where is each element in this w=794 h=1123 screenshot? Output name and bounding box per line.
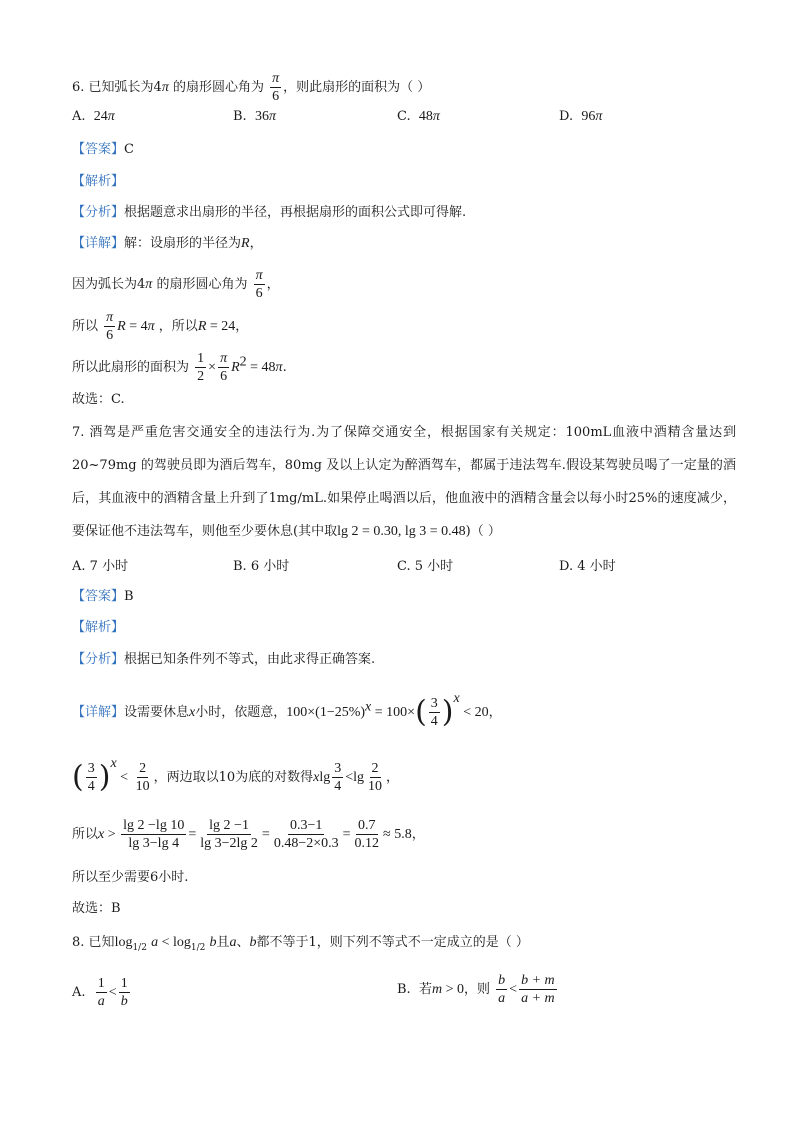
q8-option-a[interactable]: A. $\frac{1}{a}$ < $\frac{1}{b}$ xyxy=(72,976,128,1009)
fraction: $\frac{0.7}{0.12}$ xyxy=(354,818,380,851)
q6-option-c[interactable]: C. 48π xyxy=(397,109,440,124)
fraction: $\frac{2}{10}$ xyxy=(368,761,383,794)
q7-option-d[interactable]: D. 4 小时 xyxy=(559,559,616,574)
fraction: $\frac{1}{a}$ xyxy=(97,976,105,1009)
q8-stem: 8. 已知$\log_{1/2} a < \log_{1/2} b$且a、b都不等于1，则下列不等式不一定成立的是（ ） xyxy=(72,935,529,953)
q7-analysis-heading: 【解析】 xyxy=(72,620,125,635)
q6-xiangjie-line1: 【详解】解：设扇形的半径为R， xyxy=(72,236,263,251)
q7-xiangjie-line1: 【详解】设需要休息x小时，依题意，$100\times(1-25\%)^x = 100\times$( $\frac{3}{4}$ )$^x$ < 20， xyxy=(72,691,502,730)
fraction: $\frac{\pi}{6}$ xyxy=(272,71,280,104)
q6-option-b[interactable]: B. 36π xyxy=(233,109,276,124)
q7-answer: 【答案】B xyxy=(72,589,134,604)
q8-number: 8. xyxy=(72,935,85,950)
q7-xiangjie-line3: 所以x > $\frac{\lg 2 -\lg 10}{\lg 3-\lg 4}$ = $\frac{\lg 2 -1}{\lg 3-2\lg 2}$ = $\frac{0.3-1}{0.48-2\times 0.3}$ = $\frac{0.7}{0.12}$ ≈ 5.8， xyxy=(72,818,425,851)
fraction: $\frac{\pi}{6}$ xyxy=(255,268,263,301)
fraction: $\frac{3}{4}$ xyxy=(430,696,438,729)
q7-stem: 7. 酒驾是严重危害交通安全的违法行为.为了保障交通安全，根据国家有关规定：100mL血液中酒精含量达到 20~79mg 的驾驶员即为酒后驾车，80mg 及以上认定为醉酒驾车，都属于违法驾车.假设某驾驶员喝了一定量的酒后，其血液中的酒精含量上升到了1mg/mL.如果停止喝酒以后，他血液中的酒精含量会以每小时25%的速度减少，要保证他不违法驾车，则他至少要休息(其中取lg 2 = 0.30, lg 3 = 0.48)（ ） xyxy=(72,425,737,539)
fraction: $\frac{\lg 2 -1}{\lg 3-2\lg 2}$ xyxy=(200,818,258,851)
q7-fenxi: 【分析】根据已知条件列不等式，由此求得正确答案. xyxy=(72,652,376,667)
q6-xiangjie-line2: 因为弧长为4π 的扇形圆心角为 $\frac{\pi}{6}$ ， xyxy=(72,268,280,301)
q6-answer: 【答案】C xyxy=(72,142,134,157)
fraction: $\frac{b}{a}$ xyxy=(498,973,506,1006)
fraction: $\frac{\lg 2 -\lg 10}{\lg 3-\lg 4}$ xyxy=(123,818,185,851)
q6-xiangjie-line4: 所以此扇形的面积为 $\frac{1}{2}$ × $\frac{\pi}{6}$ $R^2 = 48\pi$. xyxy=(72,351,287,384)
q6-number: 6. xyxy=(72,80,85,95)
q6-option-a[interactable]: A. 24π xyxy=(72,109,115,124)
fraction: $\frac{2}{10}$ xyxy=(135,761,150,794)
q6-analysis-heading: 【解析】 xyxy=(72,174,125,189)
fraction: $\frac{3}{4}$ xyxy=(87,761,95,794)
q7-number: 7. xyxy=(72,425,85,440)
q7-conclusion: 故选：B xyxy=(72,901,121,916)
fraction: $\frac{3}{4}$ xyxy=(334,761,342,794)
q8-option-b[interactable]: B. 若m > 0，则 $\frac{b}{a}$ < $\frac{b + m}{a + m}$ xyxy=(397,973,555,1006)
q7-option-a[interactable]: A. 7 小时 xyxy=(72,559,129,574)
q6-option-d[interactable]: D. 96π xyxy=(559,109,603,124)
fraction: $\frac{\pi}{6}$ xyxy=(106,310,114,343)
fraction: $\frac{b + m}{a + m}$ xyxy=(521,973,555,1006)
q7-xiangjie-line2: ( $\frac{3}{4}$ )$^x$ < $\frac{2}{10}$ ，两边取以10为底的对数得xlg $\frac{3}{4}$ <lg $\frac{2}{10}$ ， xyxy=(72,756,400,795)
q6-fenxi: 【分析】根据题意求出扇形的半径，再根据扇形的面积公式即可得解. xyxy=(72,205,467,220)
q6-stem: 6. 已知弧长为4π 的扇形圆心角为 $\frac{\pi}{6}$ ，则此扇形的面积为（ ） xyxy=(72,71,431,104)
q7-option-c[interactable]: C. 5 小时 xyxy=(397,559,454,574)
q6-conclusion: 故选：C. xyxy=(72,392,125,407)
q6-xiangjie-line3: 所以 $\frac{\pi}{6}$ R = 4π ，所以R = 24， xyxy=(72,310,249,343)
q7-option-b[interactable]: B. 6 小时 xyxy=(233,559,290,574)
fraction: $\frac{0.3-1}{0.48-2\times 0.3}$ xyxy=(273,818,339,851)
fraction: $\frac{\pi}{6}$ xyxy=(220,351,228,384)
fraction: $\frac{1}{2}$ xyxy=(197,351,205,384)
fraction: $\frac{1}{b}$ xyxy=(120,976,128,1009)
q7-xiangjie-line4: 所以至少需要6小时. xyxy=(72,870,189,885)
